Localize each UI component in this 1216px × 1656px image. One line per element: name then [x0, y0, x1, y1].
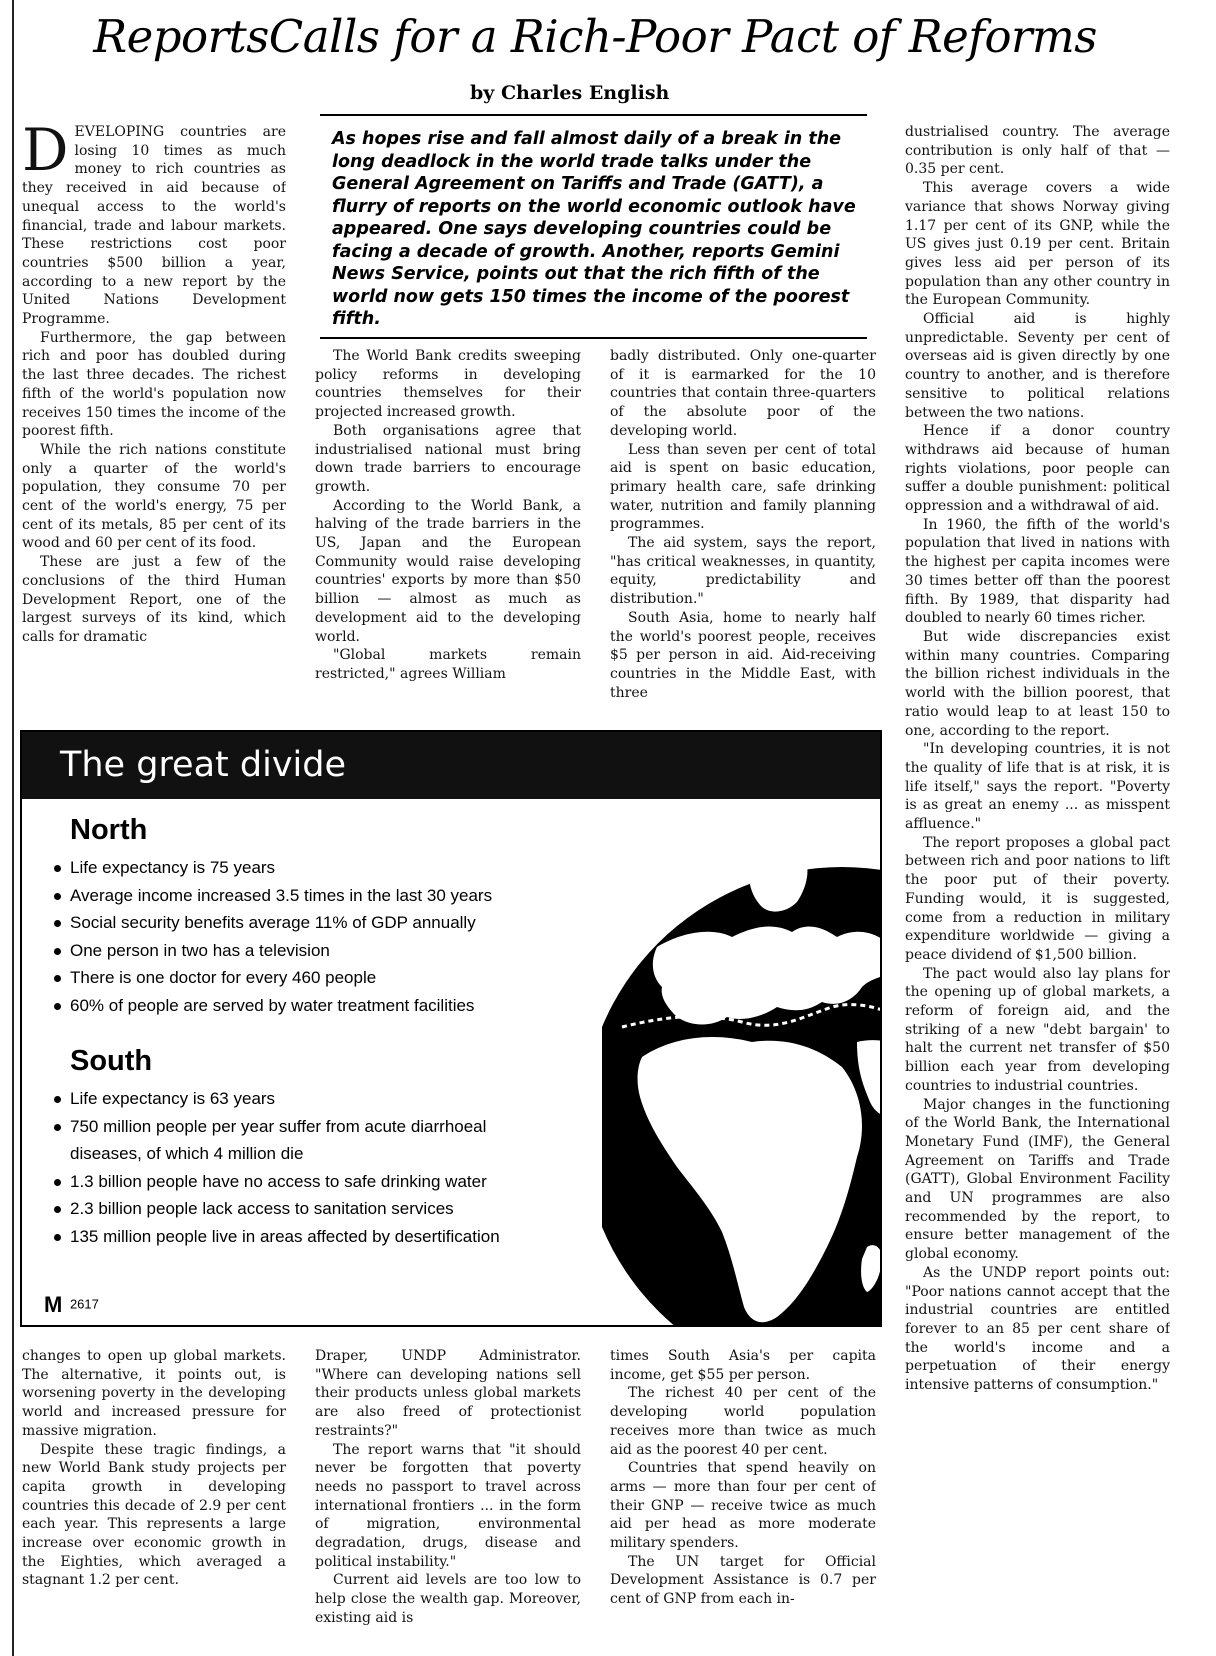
graphic-number: 2617	[69, 1296, 99, 1312]
paragraph: changes to open up global markets. The alternative, it points out, is worsening poverty in the developing world and increased pressure for massive migration.	[22, 1348, 286, 1439]
north-list	[50, 854, 492, 1019]
drop-cap: D	[22, 123, 69, 184]
list-item: 60% of people are served by water treatment facilities	[50, 992, 492, 1020]
great-divide-graphic	[20, 730, 882, 1327]
paragraph: DEVELOPING countries are losing 10 times as much money to rich countries as they received in aid because of unequal access to the world's financial, trade and labour markets. These restrictions cost poor countries $500 billion a year, according to a new report by the United Nations Development Programme.	[22, 123, 286, 328]
paragraph: South Asia, home to nearly half the world's poorest people, receives $5 per person in aid. Aid-receiving countries in the Middle East, with three	[610, 609, 876, 701]
page-edge-rule	[12, 0, 14, 1656]
globe-illustration	[602, 827, 882, 1327]
paragraph: Furthermore, the gap between rich and poor has doubled during the last three decades. The richest fifth of the world's population now receives 150 times the income of the poorest fifth.	[22, 329, 286, 440]
paragraph: The UN target for Official Development Assistance is 0.7 per cent of GNP from each in-	[610, 1553, 876, 1608]
paragraph: The richest 40 per cent of the developing world population receives more than twice as much aid as the poorest 40 per cent.	[610, 1385, 876, 1458]
byline: by Charles English	[470, 82, 670, 104]
list-item: One person in two has a television	[50, 937, 492, 965]
paragraph: times South Asia's per capita income, get $55 per person.	[610, 1348, 876, 1383]
list-item: Life expectancy is 63 years	[50, 1085, 550, 1113]
column-1-bottom	[22, 1347, 286, 1645]
graphic-credit	[44, 1292, 99, 1318]
list-item: 135 million people live in areas affected by desertification	[50, 1223, 550, 1251]
paragraph: Less than seven per cent of total aid is spent on basic education, primary health care, safe drinking water, nutrition and family planning programmes.	[610, 441, 876, 533]
paragraph: Hence if a donor country withdraws aid because of human rights violations, poor people can suffer a double punishment: political oppression and a withdrawal of aid.	[905, 423, 1170, 515]
paragraph: "In developing countries, it is not the quality of life that is at risk, it is life itself," says the report. "Poverty is as great an enemy ... as misspent affluence."	[905, 741, 1170, 833]
paragraph: dustrialised country. The average contribution is only half of that — 0.35 per cent.	[905, 124, 1170, 178]
paragraph: The World Bank credits sweeping policy reforms in developing countries themselves for their projected increased growth.	[315, 348, 581, 421]
paragraph: Current aid levels are too low to help close the wealth gap. Moreover, existing aid is	[315, 1572, 581, 1626]
list-item: There is one doctor for every 460 people	[50, 964, 492, 992]
graphic-title-bar	[22, 732, 880, 799]
paragraph: The report warns that "it should never be forgotten that poverty needs no passport to travel across international frontiers ... in the form of migration, environmental degradation, drugs, disease and political instability."	[315, 1441, 581, 1570]
list-item: 750 million people per year suffer from acute diarrhoeal diseases, of which 4 million die	[50, 1113, 550, 1168]
headline: ReportsCalls for a Rich-Poor Pact of Reforms	[93, 10, 1097, 63]
paragraph: This average covers a wide variance that shows Norway giving 1.17 per cent of its GNP, while the US gives just 0.19 per cent. Britain gives less aid per person of its population than any other country in the European Community.	[905, 180, 1170, 309]
column-4	[905, 123, 1170, 1650]
column-3-top	[610, 347, 876, 721]
paragraph: The aid system, says the report, "has critical weaknesses, in quantity, equity, predictability and distribution."	[610, 535, 876, 608]
paragraph: These are just a few of the conclusions of the third Human Development Report, one of the largest surveys of its kind, which calls for dramatic	[22, 554, 286, 645]
graphic-title: The great divide	[60, 745, 347, 785]
paragraph: In 1960, the fifth of the world's population that lived in nations with the highest per capita incomes were 30 times better off than the poorest fifth. By 1989, that disparity had doubled to nearly 60 times richer.	[905, 516, 1170, 627]
list-item: Social security benefits average 11% of GDP annually	[50, 909, 492, 937]
paragraph: Countries that spend heavily on arms — more than four per cent of their GNP — receive twice as much aid per head as more moderate military spenders.	[610, 1460, 876, 1552]
paragraph: Both organisations agree that industrialised national must bring down trade barriers to encourage growth.	[315, 422, 581, 495]
paragraph: "Global markets remain restricted," agrees William	[315, 647, 581, 682]
paragraph: The pact would also lay plans for the opening up of global markets, a reform of foreign aid, and the striking of a new "debt bargain' to halt the current net transfer of $50 billion each year from developing countries to industrial countries.	[905, 965, 1170, 1094]
list-item: Life expectancy is 75 years	[50, 854, 492, 882]
column-3-bottom	[610, 1347, 876, 1645]
standfirst: As hopes rise and fall almost daily of a break in the long deadlock in the world trade talks under the General Agreement on Tariffs and Trade (GATT), a flurry of reports on the world economic outlook have appeared. One says developing countries could be facing a decade of growth. Another, reports Gemini News Service, points out that the rich fifth of the world now gets 150 times the income of the poorest fifth.	[320, 114, 867, 339]
south-list	[50, 1085, 550, 1250]
list-item: Average income increased 3.5 times in the last 30 years	[50, 882, 492, 910]
column-1-top	[22, 123, 286, 721]
paragraph: The report proposes a global pact between rich and poor nations to lift the poor put of their poverty. Funding would, it is suggested, come from a reduction in military expenditure worldwide — giving a peace dividend of $1,500 billion.	[905, 834, 1170, 963]
gemini-logo-icon: M	[44, 1292, 63, 1317]
paragraph: But wide discrepancies exist within many countries. Comparing the billion richest individuals in the world with the billion poorest, that ratio would leap to at least 150 to one, according to the report.	[905, 628, 1170, 739]
paragraph: As the UNDP report points out: "Poor nations cannot accept that the industrial countries are entitled forever to an 85 per cent share of the world's income and a perpetuation of their energy intensive patterns of consumption."	[905, 1264, 1170, 1394]
south-heading: South	[70, 1045, 153, 1077]
column-2-top	[315, 347, 581, 721]
north-heading: North	[70, 814, 148, 846]
paragraph: badly distributed. Only one-quarter of it is earmarked for the 10 countries that contain three-quarters of the absolute poor of the developing world.	[610, 348, 876, 439]
paragraph: According to the World Bank, a halving of the trade barriers in the US, Japan and the European Community would raise developing countries' exports by more than $50 billion — almost as much as development aid to the developing world.	[315, 497, 581, 645]
column-2-bottom	[315, 1347, 581, 1645]
paragraph: Major changes in the functioning of the World Bank, the International Monetary Fund (IMF), the General Agreement on Tariffs and Trade (GATT), Global Environment Facility and UN programmes are also recommended by the report, to ensure better management of the global economy.	[905, 1096, 1170, 1263]
paragraph: Official aid is highly unpredictable. Seventy per cent of overseas aid is given directly by one country to another, and is therefore sensitive to political relations between the two nations.	[905, 311, 1170, 421]
paragraph: While the rich nations constitute only a quarter of the world's population, they consume 70 per cent of the world's energy, 75 per cent of its metals, 85 per cent of its wood and 60 per cent of its food.	[22, 441, 286, 552]
list-item: 2.3 billion people lack access to sanitation services	[50, 1195, 550, 1223]
list-item: 1.3 billion people have no access to safe drinking water	[50, 1168, 550, 1196]
paragraph: Draper, UNDP Administrator. "Where can developing nations sell their products unless global markets are also freed of protectionist restraints?"	[315, 1348, 581, 1439]
paragraph: Despite these tragic findings, a new World Bank study projects per capita growth in developing countries this decade of 2.9 per cent each year. This represents a large increase over economic growth in the Eighties, which averaged a stagnant 1.2 per cent.	[22, 1441, 286, 1589]
